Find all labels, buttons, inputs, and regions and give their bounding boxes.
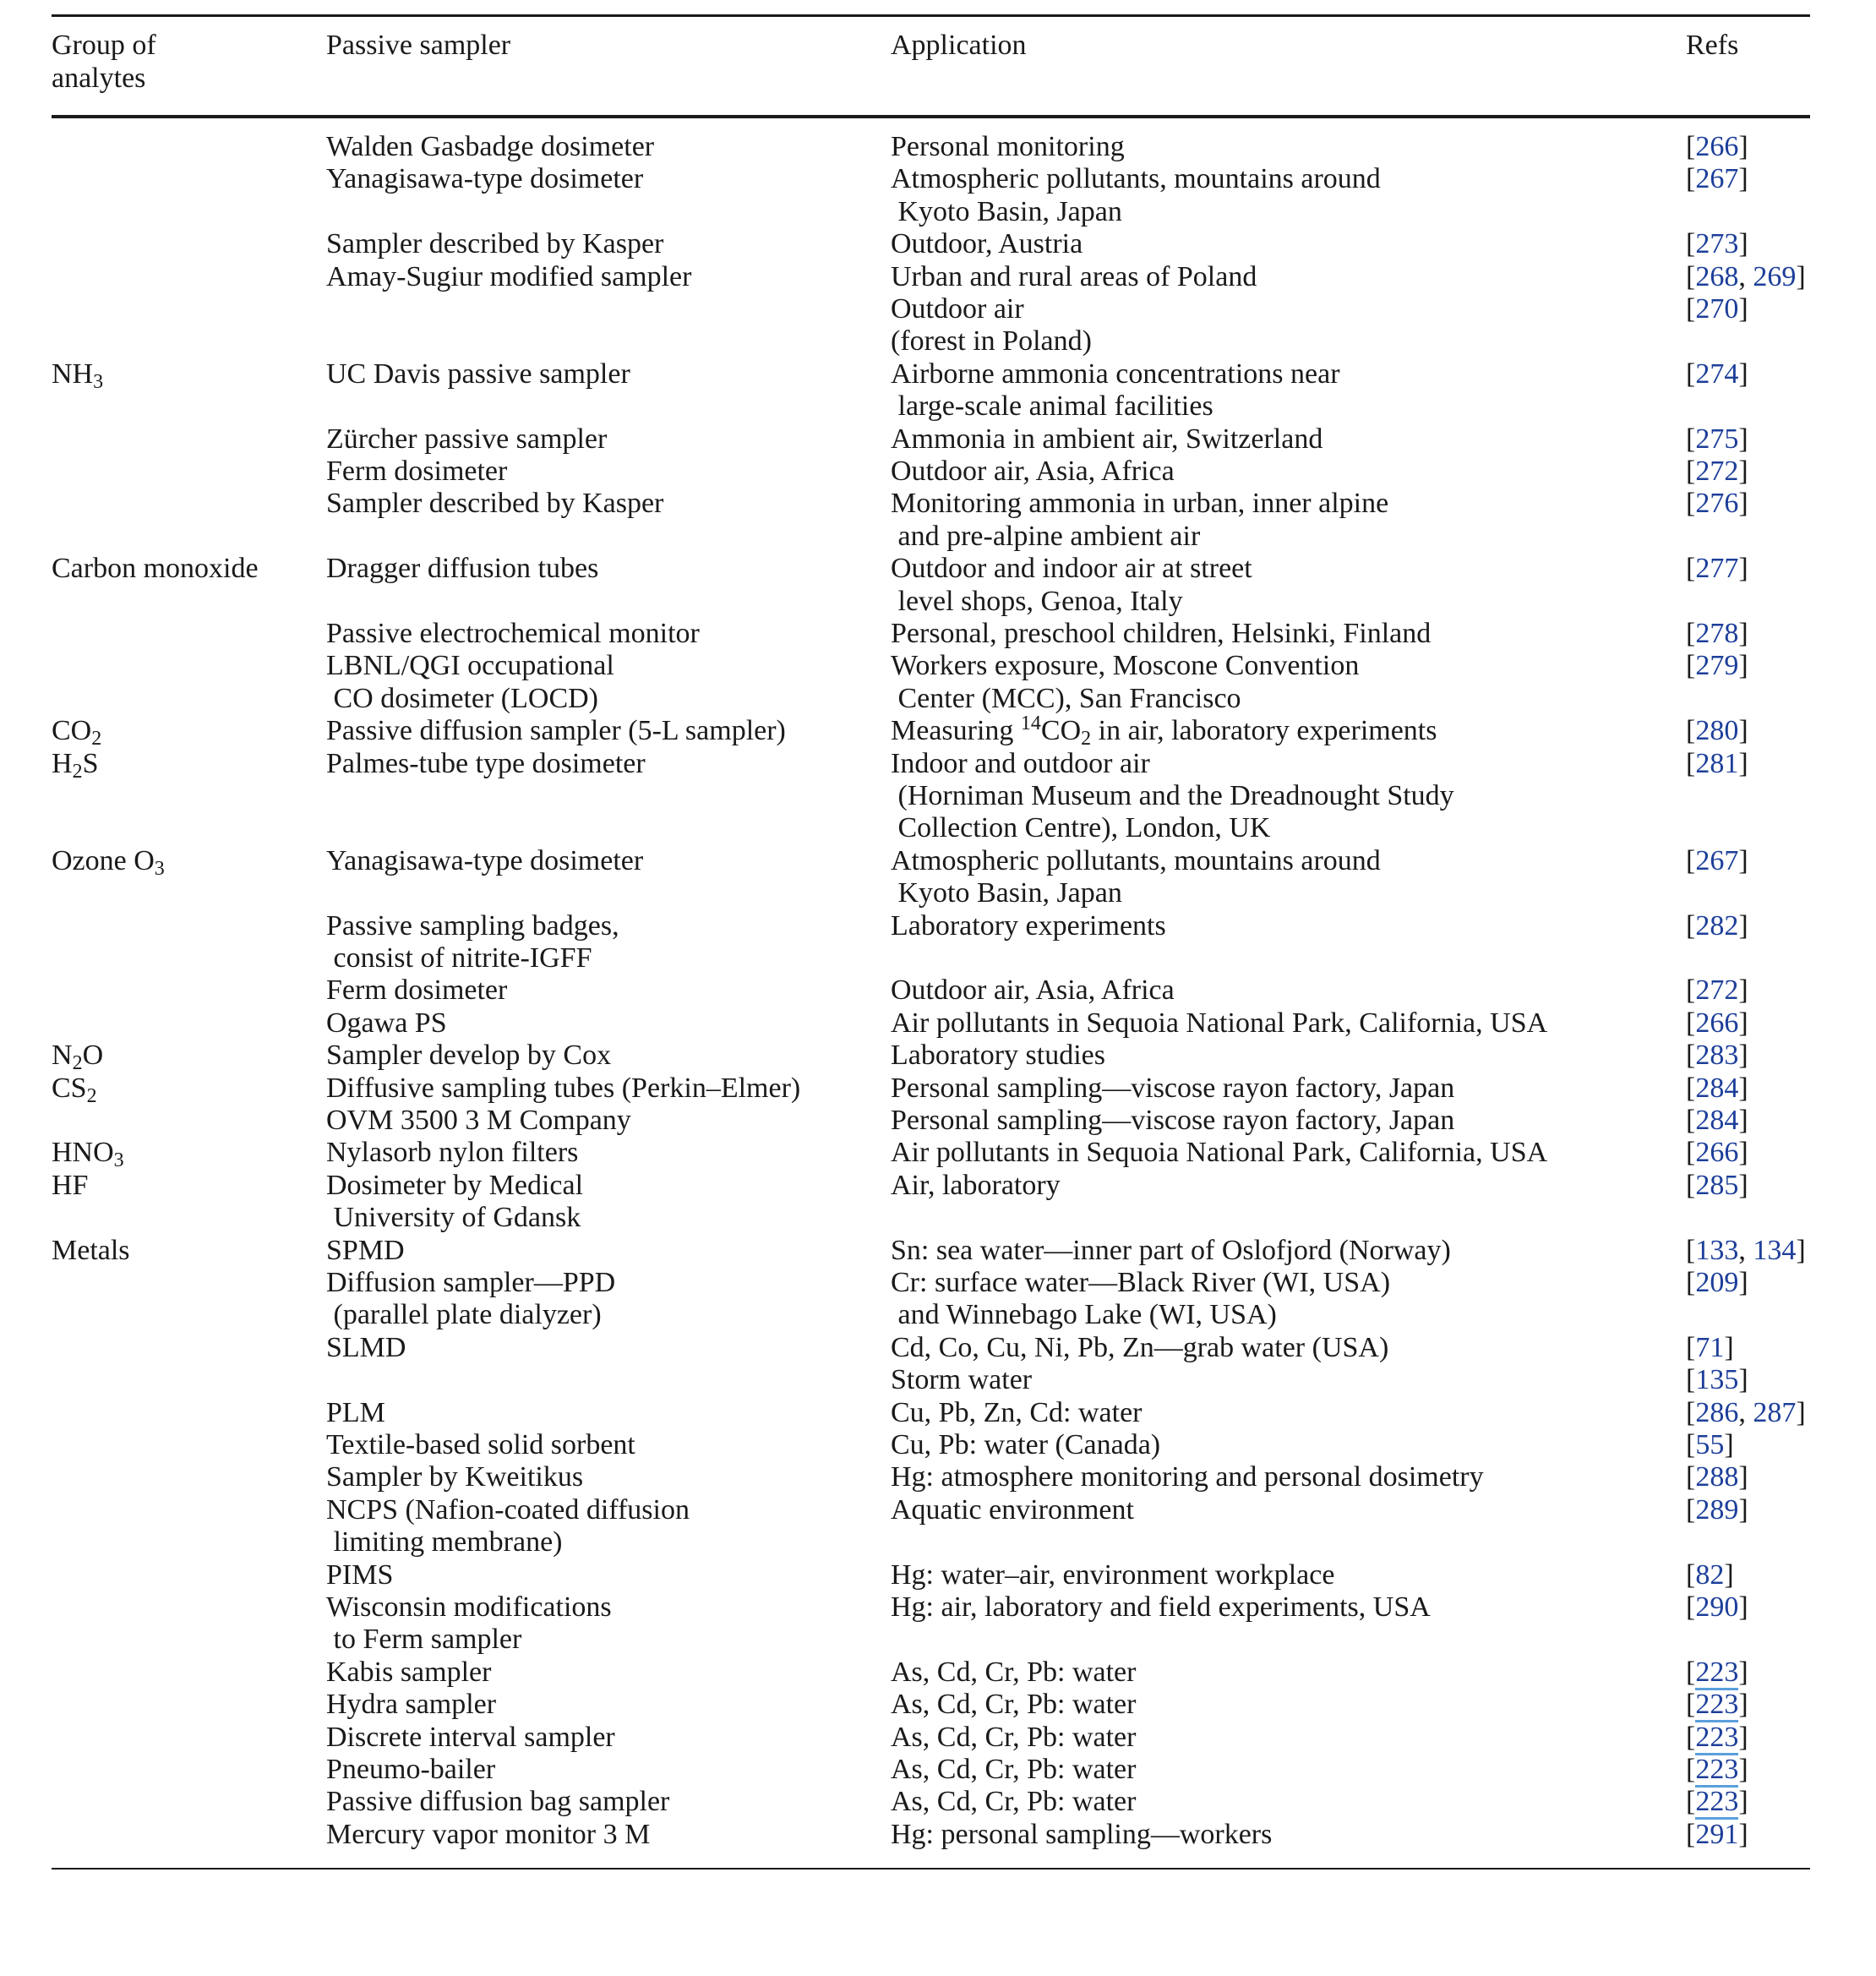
passive-sampler: OVM 3500 3 M Company [326, 1105, 631, 1136]
ref-bracket-close: ] [1738, 909, 1748, 942]
reference-link[interactable]: 223 [1695, 1754, 1738, 1788]
application: Personal sampling—viscose rayon factory, Japan [891, 1105, 1455, 1136]
ref-bracket-close: ] [1724, 1429, 1734, 1460]
refs-cell [1686, 1786, 1748, 1818]
passive-sampler: Sampler develop by Cox [326, 1040, 612, 1072]
refs-cell [1686, 1657, 1748, 1689]
ref-bracket-close: ] [1738, 650, 1748, 682]
refs-cell [1686, 1559, 1734, 1591]
ref-bracket-close: ] [1738, 228, 1748, 260]
ref-bracket-open: [ [1686, 1234, 1696, 1266]
refs-cell [1686, 1397, 1806, 1429]
refs-cell [1686, 1073, 1748, 1105]
ref-bracket-open: [ [1686, 1558, 1696, 1591]
ref-bracket-open: [ [1686, 1364, 1696, 1396]
application: Outdoor, Austria [891, 228, 1083, 260]
ref-bracket-close: ] [1738, 1072, 1748, 1104]
reference-link[interactable]: 279 [1695, 650, 1739, 682]
application: Personal sampling—viscose rayon factory, Japan [891, 1072, 1455, 1104]
refs-cell [1686, 488, 1748, 520]
application: As, Cd, Cr, Pb: water [891, 1689, 1137, 1721]
reference-link[interactable]: 284 [1695, 1072, 1739, 1104]
header-group-of-analytes: Group of analytes [52, 30, 156, 94]
passive-sampler: Ferm dosimeter [326, 456, 508, 487]
reference-link[interactable]: 286 [1695, 1396, 1739, 1428]
refs-cell [1686, 1235, 1806, 1267]
reference-link[interactable]: 223 [1695, 1722, 1738, 1755]
refs-cell [1686, 423, 1748, 456]
application: Air pollutants in Sequoia National Park, California, USA [891, 1137, 1548, 1169]
reference-link[interactable]: 273 [1695, 228, 1739, 260]
table-bottom-rule [52, 1868, 1810, 1870]
reference-link[interactable]: 287 [1753, 1396, 1797, 1428]
passive-sampler: Yanagisawa-type dosimeter [326, 844, 644, 876]
ref-bracket-open: [ [1686, 1267, 1696, 1298]
application: Ammonia in ambient air, Switzerland [891, 423, 1323, 455]
refs-cell [1686, 293, 1748, 325]
ref-bracket-close: ] [1796, 260, 1806, 292]
ref-bracket-close: ] [1738, 1169, 1748, 1201]
passive-sampler: NCPS (Nafion-coated diffusion limiting membrane) [326, 1493, 690, 1558]
refs-cell [1686, 748, 1748, 780]
ref-bracket-close: ] [1738, 1754, 1748, 1785]
reference-link[interactable]: 268 [1695, 260, 1739, 292]
header-refs: Refs [1686, 30, 1739, 61]
passive-sampler: PLM [326, 1396, 385, 1428]
reference-link[interactable]: 266 [1695, 131, 1739, 162]
passive-sampler: Mercury vapor monitor 3 M [326, 1818, 651, 1850]
refs-cell [1686, 1689, 1748, 1721]
refs-cell [1686, 1754, 1748, 1786]
ref-bracket-open: [ [1686, 974, 1696, 1007]
refs-cell [1686, 1494, 1748, 1526]
refs-cell [1686, 1137, 1748, 1169]
application: Cu, Pb: water (Canada) [891, 1429, 1161, 1460]
reference-link[interactable]: 223 [1695, 1786, 1738, 1820]
reference-link[interactable]: 270 [1695, 293, 1739, 325]
ref-bracket-open: [ [1686, 1429, 1696, 1460]
ref-bracket-close: ] [1738, 131, 1748, 162]
ref-bracket-close: ] [1738, 293, 1748, 325]
ref-bracket-close: ] [1738, 1007, 1748, 1039]
refs-cell [1686, 163, 1748, 195]
application: Storm water [891, 1364, 1033, 1396]
application: Workers exposure, Moscone Convention Center (MCC), San Francisco [891, 650, 1360, 714]
reference-link[interactable]: 275 [1695, 423, 1739, 455]
ref-bracket-close: ] [1738, 423, 1748, 455]
table-top-rule [52, 14, 1810, 17]
reference-link[interactable]: 283 [1695, 1040, 1739, 1072]
passive-sampler: Dosimeter by Medical University of Gdansk [326, 1169, 584, 1234]
application: Personal monitoring [891, 131, 1125, 162]
application: Outdoor and indoor air at street level shops, Genoa, Italy [891, 553, 1252, 617]
reference-link[interactable]: 274 [1695, 358, 1739, 390]
application: Outdoor air (forest in Poland) [891, 293, 1092, 358]
passive-sampler: Sampler described by Kasper [326, 488, 664, 520]
ref-bracket-close: ] [1738, 747, 1748, 779]
refs-cell [1686, 228, 1748, 260]
ref-bracket-close: ] [1738, 358, 1748, 390]
reference-link[interactable]: 71 [1695, 1331, 1725, 1363]
ref-bracket-close: ] [1738, 1786, 1748, 1818]
refs-cell [1686, 650, 1748, 682]
passive-sampler: Walden Gasbadge dosimeter [326, 131, 655, 162]
ref-bracket-open: [ [1686, 1396, 1696, 1428]
ref-bracket-close: ] [1738, 1656, 1748, 1688]
refs-cell [1686, 1170, 1748, 1202]
refs-cell [1686, 1722, 1748, 1754]
refs-cell [1686, 618, 1748, 650]
ref-bracket-open: [ [1686, 1721, 1696, 1753]
refs-cell [1686, 1364, 1748, 1396]
ref-separator: , [1738, 1234, 1753, 1266]
ref-bracket-close: ] [1738, 844, 1748, 876]
analyte-group: Ozone $O_3$ [52, 844, 165, 880]
ref-bracket-close: ] [1738, 1267, 1748, 1298]
ref-bracket-open: [ [1686, 1461, 1696, 1493]
reference-link[interactable]: 133 [1695, 1234, 1739, 1266]
ref-bracket-open: [ [1686, 715, 1696, 747]
passive-sampler: Diffusive sampling tubes (Perkin–Elmer) [326, 1072, 801, 1104]
passive-sampler: Hydra sampler [326, 1689, 497, 1721]
ref-bracket-open: [ [1686, 456, 1696, 487]
reference-link[interactable]: 266 [1695, 1137, 1739, 1169]
passive-sampler: Passive electrochemical monitor [326, 618, 700, 649]
analyte-group: HF [52, 1169, 89, 1201]
passive-sampler: Passive diffusion sampler (5-L sampler) [326, 715, 786, 747]
reference-link[interactable]: 282 [1695, 909, 1739, 942]
ref-bracket-close: ] [1738, 1591, 1748, 1623]
refs-cell [1686, 456, 1748, 488]
refs-cell [1686, 1332, 1734, 1364]
ref-bracket-open: [ [1686, 1072, 1696, 1104]
passive-sampler: Ferm dosimeter [326, 974, 508, 1007]
ref-bracket-close: ] [1738, 1364, 1748, 1396]
reference-link[interactable]: 223 [1695, 1689, 1738, 1722]
application: Cr: surface water—Black River (WI, USA) and Winnebago Lake (WI, USA) [891, 1267, 1391, 1331]
analyte-group: $N_2O$ [52, 1040, 104, 1075]
ref-bracket-close: ] [1738, 1689, 1748, 1721]
passive-sampler: SLMD [326, 1331, 406, 1363]
header-application: Application [891, 30, 1027, 61]
ref-bracket-close: ] [1738, 1493, 1748, 1526]
reference-link[interactable]: 289 [1695, 1493, 1739, 1526]
ref-bracket-close: ] [1738, 456, 1748, 487]
passive-sampler: Textile-based solid sorbent [326, 1429, 635, 1460]
passive-sampler: Sampler by Kweitikus [326, 1461, 584, 1493]
ref-bracket-open: [ [1686, 909, 1696, 942]
ref-bracket-open: [ [1686, 358, 1696, 390]
reference-link[interactable]: 278 [1695, 618, 1739, 649]
passive-sampler: Nylasorb nylon filters [326, 1137, 579, 1169]
passive-sampler: PIMS [326, 1558, 394, 1591]
reference-link[interactable]: 284 [1695, 1105, 1739, 1136]
application: Air, laboratory [891, 1169, 1061, 1201]
application: Urban and rural areas of Poland [891, 260, 1257, 292]
analyte-group: $CO_2$ [52, 715, 102, 751]
table-header-rule [52, 115, 1810, 118]
ref-bracket-open: [ [1686, 1786, 1696, 1818]
reference-link[interactable]: 55 [1695, 1429, 1725, 1460]
refs-cell [1686, 131, 1748, 163]
passive-sampler: LBNL/QGI occupational CO dosimeter (LOCD) [326, 650, 614, 714]
analyte-group: $NH_3$ [52, 358, 104, 393]
ref-bracket-open: [ [1686, 293, 1696, 325]
reference-link[interactable]: 280 [1695, 715, 1739, 747]
ref-bracket-open: [ [1686, 553, 1696, 585]
reference-link[interactable]: 281 [1695, 747, 1739, 779]
header-passive-sampler: Passive sampler [326, 30, 511, 61]
ref-bracket-close: ] [1738, 715, 1748, 747]
ref-bracket-open: [ [1686, 1331, 1696, 1363]
refs-cell [1686, 1040, 1748, 1072]
ref-bracket-open: [ [1686, 260, 1696, 292]
ref-bracket-open: [ [1686, 1689, 1696, 1721]
ref-bracket-open: [ [1686, 1493, 1696, 1526]
ref-separator: , [1738, 1396, 1753, 1428]
reference-link[interactable]: 272 [1695, 974, 1739, 1007]
application: Personal, preschool children, Helsinki, Finland [891, 618, 1432, 649]
reference-link[interactable]: 223 [1695, 1657, 1738, 1690]
ref-bracket-close: ] [1738, 488, 1748, 520]
ref-bracket-close: ] [1724, 1331, 1734, 1363]
passive-sampler: Amay-Sugiur modified sampler [326, 260, 692, 292]
refs-cell [1686, 715, 1748, 747]
refs-cell [1686, 553, 1748, 585]
application: Aquatic environment [891, 1493, 1134, 1526]
refs-cell [1686, 845, 1748, 877]
ref-bracket-close: ] [1738, 618, 1748, 649]
ref-bracket-open: [ [1686, 618, 1696, 649]
ref-bracket-open: [ [1686, 1040, 1696, 1072]
ref-bracket-open: [ [1686, 1591, 1696, 1623]
ref-bracket-close: ] [1796, 1396, 1806, 1428]
application: Laboratory studies [891, 1040, 1105, 1072]
passive-sampler: SPMD [326, 1234, 405, 1266]
passive-sampler: Discrete interval sampler [326, 1721, 615, 1753]
passive-sampler: UC Davis passive sampler [326, 358, 630, 390]
ref-bracket-open: [ [1686, 1007, 1696, 1039]
ref-bracket-close: ] [1738, 553, 1748, 585]
ref-bracket-close: ] [1738, 1818, 1748, 1850]
reference-link[interactable]: 272 [1695, 456, 1739, 487]
ref-bracket-open: [ [1686, 1169, 1696, 1201]
reference-link[interactable]: 277 [1695, 553, 1739, 585]
ref-bracket-close: ] [1738, 1040, 1748, 1072]
ref-bracket-open: [ [1686, 1754, 1696, 1785]
application: As, Cd, Cr, Pb: water [891, 1786, 1137, 1818]
ref-bracket-close: ] [1738, 1721, 1748, 1753]
ref-bracket-open: [ [1686, 1818, 1696, 1850]
reference-link[interactable]: 134 [1753, 1234, 1797, 1266]
application: Laboratory experiments [891, 909, 1166, 942]
application: Outdoor air, Asia, Africa [891, 974, 1175, 1007]
ref-bracket-close: ] [1724, 1558, 1734, 1591]
analyte-group: $HNO_3$ [52, 1137, 124, 1172]
refs-cell [1686, 1461, 1748, 1493]
reference-link[interactable]: 269 [1753, 260, 1797, 292]
ref-bracket-close: ] [1738, 974, 1748, 1007]
application: Hg: atmosphere monitoring and personal dosimetry [891, 1461, 1484, 1493]
analyte-group: Metals [52, 1234, 130, 1266]
ref-bracket-open: [ [1686, 844, 1696, 876]
application: Atmospheric pollutants, mountains around Kyoto Basin, Japan [891, 163, 1381, 227]
application: Cu, Pb, Zn, Cd: water [891, 1396, 1143, 1428]
refs-cell [1686, 910, 1748, 942]
passive-sampler: Yanagisawa-type dosimeter [326, 163, 644, 195]
passive-sampler: Kabis sampler [326, 1656, 492, 1688]
application: As, Cd, Cr, Pb: water [891, 1721, 1137, 1753]
analyte-group: $H_2S$ [52, 747, 99, 783]
reference-link[interactable]: 288 [1695, 1461, 1739, 1493]
reference-link[interactable]: 276 [1695, 488, 1739, 520]
application: Hg: personal sampling—workers [891, 1818, 1273, 1850]
ref-bracket-open: [ [1686, 1137, 1696, 1169]
refs-cell [1686, 1007, 1748, 1040]
ref-bracket-open: [ [1686, 1656, 1696, 1688]
passive-sampler: Passive sampling badges, consist of nitrite-IGFF [326, 909, 619, 974]
refs-cell [1686, 1819, 1748, 1851]
reference-link[interactable]: 291 [1695, 1818, 1739, 1850]
reference-link[interactable]: 290 [1695, 1591, 1739, 1623]
application: Hg: air, laboratory and field experiments, USA [891, 1591, 1431, 1623]
ref-bracket-open: [ [1686, 488, 1696, 520]
passive-sampler: Palmes-tube type dosimeter [326, 747, 646, 779]
passive-sampler: Sampler described by Kasper [326, 228, 664, 260]
ref-bracket-close: ] [1738, 1137, 1748, 1169]
passive-sampler: Diffusion sampler—PPD (parallel plate dialyzer) [326, 1267, 616, 1331]
refs-cell [1686, 358, 1748, 390]
ref-separator: , [1738, 260, 1753, 292]
application: Indoor and outdoor air (Horniman Museum and the Dreadnought Study Collection Centre), London, UK [891, 747, 1454, 844]
application: Atmospheric pollutants, mountains around Kyoto Basin, Japan [891, 844, 1381, 909]
passive-sampler: Dragger diffusion tubes [326, 553, 599, 585]
reference-link[interactable]: 135 [1695, 1364, 1739, 1396]
ref-bracket-open: [ [1686, 163, 1696, 195]
application: Sn: sea water—inner part of Oslofjord (Norway) [891, 1234, 1451, 1266]
passive-sampler: Ogawa PS [326, 1007, 447, 1039]
application: Measuring $^{14}CO_2$ in air, laboratory experiments [891, 712, 1437, 751]
reference-link[interactable]: 267 [1695, 844, 1739, 876]
ref-bracket-close: ] [1738, 1105, 1748, 1136]
analyte-group: $CS_2$ [52, 1072, 97, 1107]
ref-bracket-open: [ [1686, 423, 1696, 455]
refs-cell [1686, 1429, 1734, 1461]
refs-cell [1686, 1267, 1748, 1299]
application: Hg: water–air, environment workplace [891, 1558, 1335, 1591]
reference-link[interactable]: 266 [1695, 1007, 1739, 1039]
refs-cell [1686, 974, 1748, 1007]
application: Monitoring ammonia in urban, inner alpine and pre-alpine ambient air [891, 488, 1389, 552]
application: Cd, Co, Cu, Ni, Pb, Zn—grab water (USA) [891, 1331, 1389, 1363]
reference-link[interactable]: 267 [1695, 163, 1739, 195]
passive-sampler: Wisconsin modifications to Ferm sampler [326, 1591, 612, 1656]
passive-sampler: Passive diffusion bag sampler [326, 1786, 670, 1818]
ref-bracket-close: ] [1738, 1461, 1748, 1493]
application: As, Cd, Cr, Pb: water [891, 1754, 1137, 1785]
ref-bracket-open: [ [1686, 131, 1696, 162]
passive-sampler: Zürcher passive sampler [326, 423, 608, 455]
refs-cell [1686, 1105, 1748, 1137]
ref-bracket-close: ] [1796, 1234, 1806, 1266]
refs-cell [1686, 1591, 1748, 1624]
passive-sampler: Pneumo-bailer [326, 1754, 496, 1785]
ref-bracket-open: [ [1686, 228, 1696, 260]
application: Air pollutants in Sequoia National Park, California, USA [891, 1007, 1548, 1039]
application: As, Cd, Cr, Pb: water [891, 1656, 1137, 1688]
application: Airborne ammonia concentrations near large-scale animal facilities [891, 358, 1340, 423]
application: Outdoor air, Asia, Africa [891, 456, 1175, 487]
ref-bracket-close: ] [1738, 163, 1748, 195]
analyte-group: Carbon monoxide [52, 553, 259, 585]
refs-cell [1686, 261, 1806, 293]
reference-link[interactable]: 82 [1695, 1558, 1725, 1591]
ref-bracket-open: [ [1686, 1105, 1696, 1136]
ref-bracket-open: [ [1686, 747, 1696, 779]
reference-link[interactable]: 285 [1695, 1169, 1739, 1201]
reference-link[interactable]: 209 [1695, 1267, 1739, 1298]
ref-bracket-open: [ [1686, 650, 1696, 682]
